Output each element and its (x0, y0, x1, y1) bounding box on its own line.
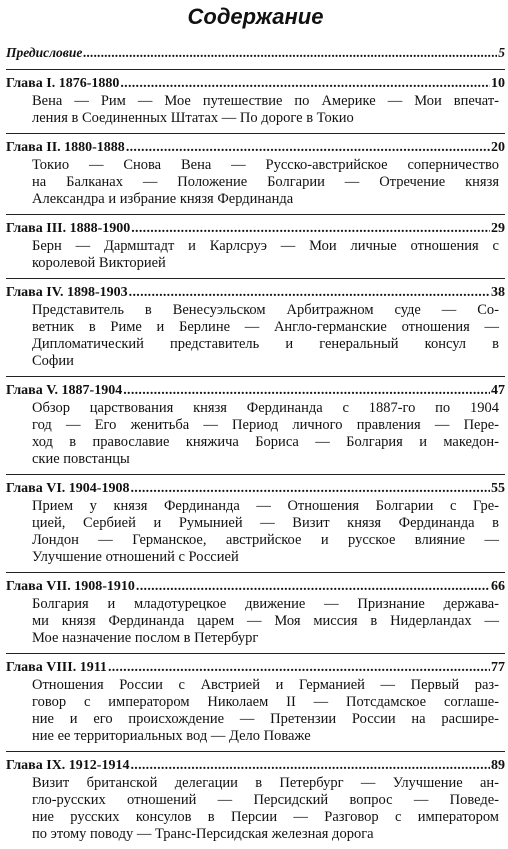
toc-chapter-heading[interactable] (6, 383, 505, 399)
dot-leader (126, 140, 490, 156)
chapter-summary-line: Отношения России с Австрией и Германией — Первый раз- (32, 677, 499, 693)
dot-leader (130, 758, 490, 774)
chapter-page-number: 38 (491, 285, 505, 300)
chapter-summary-line: на Балканах — Положение Болгарии — Отречение князя (32, 174, 499, 190)
chapter-page-number: 77 (491, 660, 505, 675)
chapter-page-number: 10 (491, 76, 505, 91)
chapter-summary-line: гло-русских отношений — Персидский вопрос — Поведе- (32, 792, 499, 808)
chapter-summary-line: Представитель в Венесуэльском Арбитражном суде — Со- (32, 302, 499, 318)
chapter-summary-line: ние ее территориальных вод — Дело Поваже (32, 728, 311, 744)
chapter-summary-line: ления в Соединенных Штатах — По дороге в Токио (32, 110, 354, 126)
chapter-summary-line: цией, Сербией и Румынией — Визит князя Фердинанда в (32, 515, 499, 531)
chapter-summary-line: ние и его происхождение — Претензии России на расшире- (32, 711, 499, 727)
chapter-summary (6, 498, 505, 566)
chapter-label: Глава V. 1887-1904 (6, 383, 123, 398)
chapter-page-number: 55 (491, 481, 505, 496)
toc-chapter (6, 752, 505, 849)
chapter-summary (6, 775, 505, 843)
toc-entry-label: Предисловие (6, 45, 83, 60)
chapter-page-number: 66 (491, 579, 505, 594)
chapter-summary (6, 400, 505, 468)
chapter-summary-line: королевой Викторией (32, 255, 166, 271)
toc-chapter (6, 70, 505, 134)
toc-chapter-heading[interactable] (6, 660, 505, 676)
toc-chapter-heading[interactable] (6, 285, 505, 301)
dot-leader (129, 285, 490, 301)
chapter-summary-line: Улучшение отношений с Россией (32, 549, 239, 565)
chapter-summary-line: ветник в Риме и Берлине — Англо-германские отношения — (32, 319, 499, 335)
toc-chapter-heading[interactable] (6, 221, 505, 237)
dot-leader (123, 383, 490, 399)
toc-chapter-heading[interactable] (6, 579, 505, 595)
chapter-summary-line: Мое назначение послом в Петербург (32, 630, 259, 646)
toc-chapter (6, 215, 505, 279)
dot-leader (108, 660, 490, 676)
chapter-label: Глава VI. 1904-1908 (6, 481, 130, 496)
chapter-summary-line: говор с императором Николаем II — Потсдамское соглаше- (32, 694, 499, 710)
dot-leader (130, 481, 490, 497)
toc-chapter (6, 654, 505, 752)
dot-leader (136, 579, 490, 595)
dot-leader (131, 221, 490, 237)
toc-chapter (6, 377, 505, 475)
chapter-summary-line: Вена — Рим — Мое путешествие по Америке — Мои впечат- (32, 93, 499, 109)
toc-chapter-heading[interactable] (6, 76, 505, 92)
chapter-summary-line: ние русских консулов в Персии — Разговор с императором (32, 809, 499, 825)
chapter-summary-line: Александра и избрание князя Фердинанда (32, 191, 294, 207)
chapter-label: Глава III. 1888-1900 (6, 221, 131, 236)
dot-leader (120, 76, 490, 92)
toc-chapter-heading[interactable] (6, 140, 505, 156)
chapter-page-number: 89 (491, 758, 505, 773)
toc-chapter-heading[interactable] (6, 481, 505, 497)
chapter-page-number: 29 (491, 221, 505, 236)
chapter-summary-line: год — Его женитьба — Период личного правления — Пере- (32, 417, 499, 433)
chapter-summary-line: ми князя Фердинанда царем — Моя миссия в Нидерландах — (32, 613, 499, 629)
chapter-summary-line: Дипломатический представитель и генеральный консул в (32, 336, 499, 352)
chapter-summary (6, 93, 505, 127)
dot-leader (83, 44, 497, 61)
toc-chapter-heading[interactable] (6, 758, 505, 774)
chapter-label: Глава IV. 1898-1903 (6, 285, 128, 300)
toc-chapter (6, 279, 505, 377)
chapter-label: Глава VII. 1908-1910 (6, 579, 135, 594)
toc-chapter (6, 573, 505, 654)
chapter-summary (6, 157, 505, 208)
toc-entry-preface[interactable] (6, 44, 505, 61)
chapter-summary (6, 677, 505, 745)
chapter-label: Глава I. 1876-1880 (6, 76, 120, 91)
chapter-summary (6, 302, 505, 370)
chapter-list (6, 70, 505, 849)
chapter-summary-line: ход в православие княжича Бориса — Болгария и македон- (32, 434, 499, 450)
toc-entry-page: 5 (498, 45, 505, 60)
chapter-summary (6, 238, 505, 272)
chapter-label: Глава IX. 1912-1914 (6, 758, 130, 773)
chapter-summary-line: Токио — Снова Вена — Русско-австрийское соперничество (32, 157, 499, 173)
chapter-summary-line: Обзор царствования князя Фердинанда с 1887-го по 1904 (32, 400, 499, 416)
chapter-summary-line: ские повстанцы (32, 451, 130, 467)
chapter-label: Глава II. 1880-1888 (6, 140, 125, 155)
chapter-label: Глава VIII. 1911 (6, 660, 107, 675)
toc-chapter (6, 475, 505, 573)
chapter-summary-line: Лондон — Германское, австрийское и русское влияние — (32, 532, 499, 548)
chapter-summary-line: Прием у князя Фердинанда — Отношения Болгарии с Гре- (32, 498, 499, 514)
chapter-summary-line: Визит британской делегации в Петербург — Улучшение ан- (32, 775, 499, 791)
chapter-summary-line: Берн — Дармштадт и Карлсруэ — Мои личные отношения с (32, 238, 499, 254)
toc-chapter (6, 134, 505, 215)
chapter-page-number: 20 (491, 140, 505, 155)
chapter-page-number: 47 (491, 383, 505, 398)
chapter-summary-line: Софии (32, 353, 74, 369)
page-title: Содержание (187, 4, 324, 29)
chapter-summary (6, 596, 505, 647)
chapter-summary-line: по этому поводу — Транс-Персидская железная дорога (32, 826, 374, 842)
chapter-summary-line: Болгария и младотурецкое движение — Признание держава- (32, 596, 499, 612)
